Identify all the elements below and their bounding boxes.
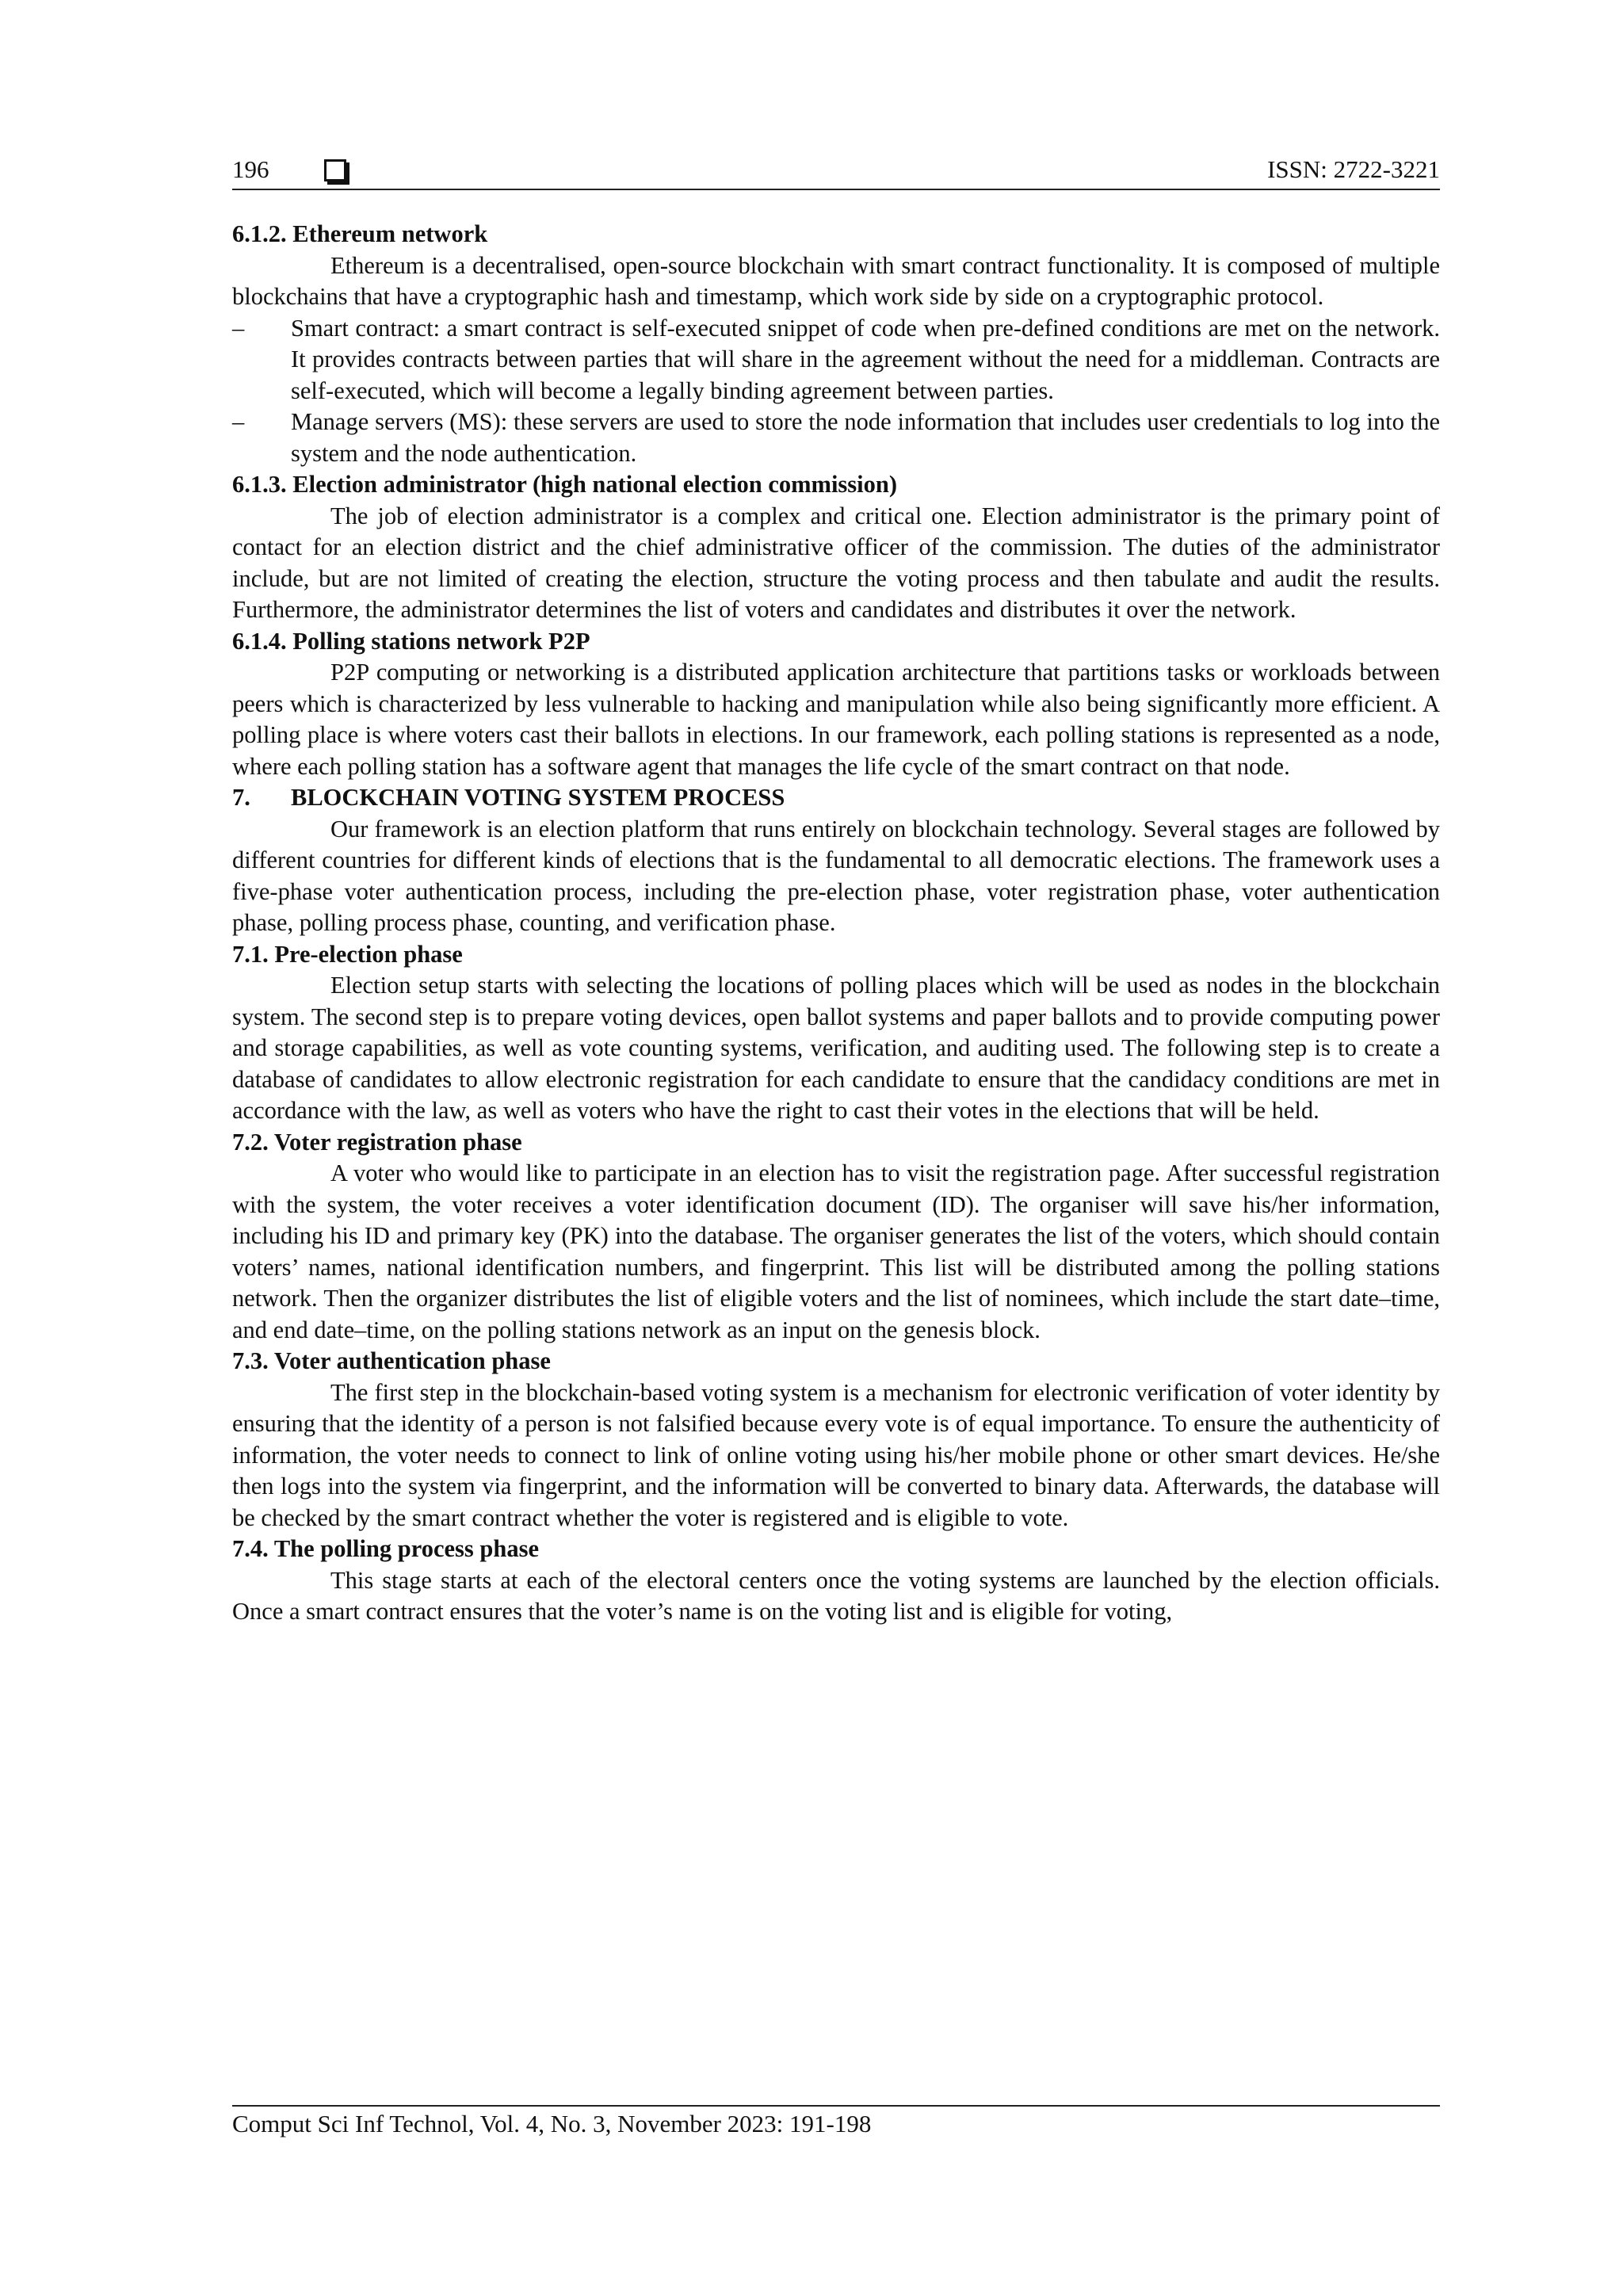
subsection-heading-7-4: 7.4. The polling process phase: [232, 1535, 539, 1562]
paper-page: [232, 155, 1440, 1628]
paragraph-voter-authentication: The first step in the blockchain-based voting system is a mechanism for electronic verification of voter identity by ensuring that the identity of a person is not falsified because every vote is of equal importance. To ensure the authenticity of information, the voter needs to connect to link of online voting using his/her mobile phone or other smart devices. He/she then logs into the system via fingerprint, and the information will be converted to binary data. Afterwards, the database will be checked by the smart contract whether the voter is registered and is eligible to vote.: [232, 1378, 1440, 1531]
list-item: [232, 407, 1440, 469]
paragraph-election-administrator: The job of election administrator is a complex and critical one. Election administrator is the primary point of contact for an election district and the chief administrative officer of the commission. The duties of the administrator include, but are not limited of creating the election, structure the voting process and then tabulate and audit the results. Furthermore, the administrator determines the list of voters and candidates and distributes it over the network.: [232, 502, 1440, 623]
paragraph-polling-stations: P2P computing or networking is a distributed application architecture that partitions tasks or workloads between peers which is characterized by less vulnerable to hacking and manipulation while also being significantly more efficient. A polling place is where voters cast their ballots in elections. In our framework, each polling stations is represented as a node, where each polling station has a software agent that manages the life cycle of the smart contract on that node.: [232, 659, 1440, 780]
ballot-box-icon: [324, 159, 346, 181]
running-footer: [232, 2105, 1440, 2140]
section-heading-7: [232, 782, 1440, 814]
subsection-heading-6-1-4: 6.1.4. Polling stations network P2P: [232, 627, 590, 655]
paragraph-ethereum: Ethereum is a decentralised, open-source blockchain with smart contract functionality. It is composed of multiple blockchains that have a cryptographic hash and timestamp, which work side by side on a cryptographic protocol.: [232, 251, 1440, 310]
section-title: BLOCKCHAIN VOTING SYSTEM PROCESS: [291, 784, 785, 811]
paragraph-voter-registration: A voter who would like to participate in an election has to visit the registration page. After successful registration with the system, the voter receives a voter identification document (ID). The organiser will save his/her information, including his ID and primary key (PK) into the database. The organiser generates the list of the voters, which should contain voters’ names, national identification numbers, and fingerprint. This list will be distributed among the polling stations network. Then the organizer distributes the list of eligible voters and the list of nominees, which include the start date–time, and end date–time, on the polling stations network as an input on the genesis block.: [232, 1159, 1440, 1343]
paragraph-polling-process: This stage starts at each of the electoral centers once the voting systems are launched by the election officials. Once a smart contract ensures that the voter’s name is on the voting list and is eligible for voting,: [232, 1566, 1440, 1625]
list-item-text: Smart contract: a smart contract is self-executed snippet of code when pre-defined conditions are met on the network. It provides contracts between parties that will share in the agreement without the need for a middleman. Contracts are self-executed, which will become a legally binding agreement between parties.: [291, 314, 1440, 404]
subsection-heading-7-1: 7.1. Pre-election phase: [232, 940, 463, 968]
list-item-text: Manage servers (MS): these servers are used to store the node information that includes user credentials to log into the system and the node authentication.: [291, 408, 1440, 467]
journal-citation: Comput Sci Inf Technol, Vol. 4, No. 3, November 2023: 191-198: [232, 2110, 872, 2137]
subsection-heading-7-3: 7.3. Voter authentication phase: [232, 1347, 551, 1374]
subsection-heading-7-2: 7.2. Voter registration phase: [232, 1128, 522, 1156]
dash-bullet: –: [232, 314, 245, 342]
bullet-list-ethereum: [232, 313, 1440, 470]
paragraph-pre-election: Election setup starts with selecting the locations of polling places which will be used as nodes in the blockchain system. The second step is to prepare voting devices, open ballot systems and paper ballots and to provide computing power and storage capabilities, as well as vote counting systems, verification, and auditing used. The following step is to create a database of candidates to allow electronic registration for each candidate to ensure that the candidacy conditions are met in accordance with the law, as well as voters who have the right to cast their votes in the elections that will be held.: [232, 972, 1440, 1124]
body-text: [232, 219, 1440, 1628]
subsection-heading-6-1-2: 6.1.2. Ethereum network: [232, 220, 488, 247]
running-header: [232, 155, 1440, 190]
page-number: 196: [232, 155, 269, 183]
subsection-heading-6-1-3: 6.1.3. Election administrator (high national election commission): [232, 471, 898, 498]
dash-bullet: –: [232, 408, 245, 435]
issn: ISSN: 2722-3221: [1267, 155, 1440, 183]
paragraph-voting-process: Our framework is an election platform that runs entirely on blockchain technology. Several stages are followed by different countries for different kinds of elections that is the fundamental to all democratic elections. The framework uses a five-phase voter authentication process, including the pre-election phase, voter registration phase, voter authentication phase, polling process phase, counting, and verification phase.: [232, 815, 1440, 936]
section-number: 7.: [232, 784, 250, 811]
list-item: [232, 313, 1440, 407]
